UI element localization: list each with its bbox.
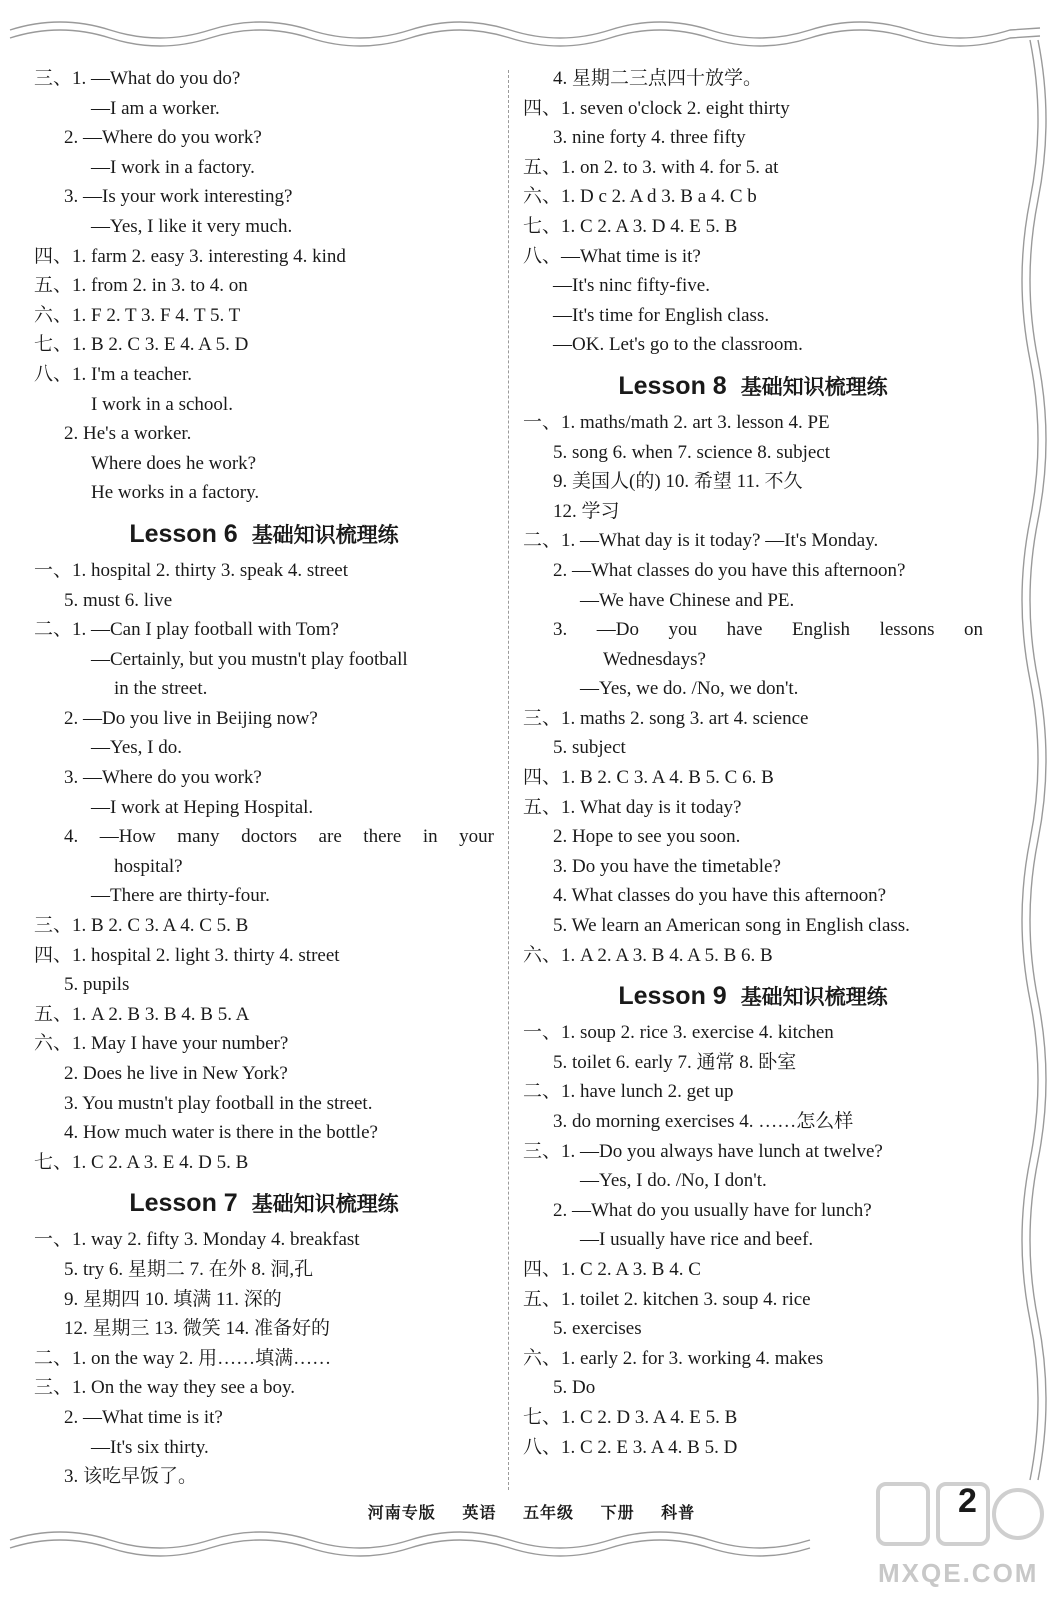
answer-line: 五、1. toilet 2. kitchen 3. soup 4. rice xyxy=(523,1288,811,1310)
lesson-heading xyxy=(34,512,494,556)
answer-line: 5. pupils xyxy=(64,974,130,996)
answer-line: 八、1. I'm a teacher. xyxy=(34,363,193,385)
answer-line: 5. try 6. 星期二 7. 在外 8. 洞,孔 xyxy=(64,1258,314,1280)
answer-line: —Yes, I like it very much. xyxy=(91,215,293,237)
lesson-heading xyxy=(523,974,983,1018)
lesson-heading xyxy=(34,1181,494,1225)
answer-line: —It's six thirty. xyxy=(91,1436,209,1458)
answer-line: 12. 学习 xyxy=(553,500,620,522)
answer-line: 5. exercises xyxy=(553,1318,642,1340)
answer-line: 一、1. hospital 2. thirty 3. speak 4. street xyxy=(34,559,348,581)
left-column xyxy=(34,64,494,1492)
answer-line: 三、1. B 2. C 3. A 4. C 5. B xyxy=(34,915,249,937)
answer-line: —It's time for English class. xyxy=(553,304,770,326)
answer-line: 9. 星期四 10. 填满 11. 深的 xyxy=(64,1288,282,1310)
answer-line: 二、1. —Can I play football with Tom? xyxy=(34,619,339,641)
answer-line: 3. Do you have the timetable? xyxy=(553,855,781,877)
answer-line: 2. —What do you usually have for lunch? xyxy=(553,1199,872,1221)
answer-line: 四、1. seven o'clock 2. eight thirty xyxy=(523,97,790,119)
answer-line: 12. 星期三 13. 微笑 14. 准备好的 xyxy=(64,1318,331,1340)
answer-line: Where does he work? xyxy=(91,452,257,474)
watermark-text: MXQE.COM xyxy=(878,1558,1039,1588)
footer-volume: 下册 xyxy=(600,1503,635,1522)
answer-line: 四、1. B 2. C 3. A 4. B 5. C 6. B xyxy=(523,767,774,789)
answer-line: —OK. Let's go to the classroom. xyxy=(553,334,803,356)
answer-line: 五、1. on 2. to 3. with 4. for 5. at xyxy=(523,156,779,178)
answer-line: He works in a factory. xyxy=(91,482,260,504)
answer-line: 3. You mustn't play football in the street. xyxy=(64,1092,373,1114)
lesson-subtitle: 基础知识梳理练 xyxy=(740,375,888,399)
watermark-logo xyxy=(858,1466,1048,1596)
answer-line: 3. nine forty 4. three fifty xyxy=(553,127,746,149)
footer-region: 河南专版 xyxy=(367,1503,436,1522)
answer-line: —Yes, we do. /No, we don't. xyxy=(580,678,799,700)
answer-line: 八、—What time is it? xyxy=(523,245,701,267)
answer-line: 四、1. hospital 2. light 3. thirty 4. street xyxy=(34,944,340,966)
answer-line: 5. toilet 6. early 7. 通常 8. 卧室 xyxy=(553,1051,797,1073)
answer-line: 六、1. D c 2. A d 3. B a 4. C b xyxy=(523,186,757,208)
lesson-title: Lesson 8 xyxy=(618,371,727,400)
answer-line: 2. Does he live in New York? xyxy=(64,1063,288,1084)
answer-line: 七、1. C 2. A 3. E 4. D 5. B xyxy=(34,1151,249,1173)
answer-line: —It's ninc fifty-five. xyxy=(553,275,710,297)
answer-line: 三、1. —What do you do? xyxy=(34,68,241,89)
answer-line: 2. —What classes do you have this afternoon? xyxy=(553,559,906,581)
answer-line: 五、1. from 2. in 3. to 4. on xyxy=(34,275,248,297)
answer-line: 4. How much water is there in the bottle? xyxy=(64,1122,378,1144)
answer-line: 六、1. A 2. A 3. B 4. A 5. B 6. B xyxy=(523,944,773,966)
answer-line: 5. Do xyxy=(553,1377,596,1399)
lesson-heading xyxy=(523,364,983,408)
answer-line: 五、1. A 2. B 3. B 4. B 5. A xyxy=(34,1003,250,1025)
lesson-title: Lesson 6 xyxy=(129,519,238,548)
lesson-title: Lesson 7 xyxy=(129,1189,238,1218)
answer-line: 5. must 6. live xyxy=(64,589,173,611)
answer-line: 三、1. —Do you always have lunch at twelve? xyxy=(523,1140,883,1162)
footer-subject: 英语 xyxy=(462,1503,497,1522)
lesson-subtitle: 基础知识梳理练 xyxy=(251,1193,399,1217)
answer-line: —I usually have rice and beef. xyxy=(580,1229,814,1251)
answer-line: 六、1. May I have your number? xyxy=(34,1033,289,1055)
answer-line: 3. —Where do you work? xyxy=(64,767,262,789)
answer-line: 四、1. C 2. A 3. B 4. C xyxy=(523,1258,701,1280)
answer-line: 4. —How many doctors are there in your xyxy=(64,826,494,848)
answer-line: hospital? xyxy=(114,855,183,877)
footer-edition: 科普 xyxy=(661,1503,696,1522)
answer-line: 六、1. F 2. T 3. F 4. T 5. T xyxy=(34,304,241,326)
answer-line: —Yes, I do. xyxy=(91,737,182,759)
answer-line: 9. 美国人(的) 10. 希望 11. 不久 xyxy=(553,471,803,493)
answer-line: 5. song 6. when 7. science 8. subject xyxy=(553,441,831,463)
answer-line: 七、1. C 2. A 3. D 4. E 5. B xyxy=(523,215,738,237)
answer-line: 一、1. way 2. fifty 3. Monday 4. breakfast xyxy=(34,1229,360,1251)
answer-line: 5. subject xyxy=(553,737,626,759)
answer-line: 4. 星期二三点四十放学。 xyxy=(553,68,763,89)
answer-line: in the street. xyxy=(114,678,208,700)
answer-line: 2. Hope to see you soon. xyxy=(553,826,741,848)
answer-line: 七、1. B 2. C 3. E 4. A 5. D xyxy=(34,334,249,356)
answer-line: 五、1. What day is it today? xyxy=(523,796,742,818)
answer-line: 二、1. —What day is it today? —It's Monday. xyxy=(523,530,879,552)
answer-line: 一、1. maths/math 2. art 3. lesson 4. PE xyxy=(523,411,830,433)
page-number: 2 xyxy=(958,1482,977,1520)
answer-line: 2. —Do you live in Beijing now? xyxy=(64,707,318,729)
answer-line: —I work at Heping Hospital. xyxy=(91,796,314,818)
answer-line: 3. —Is your work interesting? xyxy=(64,186,293,208)
answer-line: 二、1. on the way 2. 用……填满…… xyxy=(34,1347,332,1369)
lesson-title: Lesson 9 xyxy=(618,982,727,1011)
answer-line: 2. He's a worker. xyxy=(64,423,192,445)
answer-line: 3. —Do you have English lessons on xyxy=(553,619,983,641)
answer-line: Wednesdays? xyxy=(603,648,706,670)
answer-line: 3. do morning exercises 4. ……怎么样 xyxy=(553,1111,854,1132)
answer-line: —Yes, I do. /No, I don't. xyxy=(580,1170,767,1192)
answer-line: I work in a school. xyxy=(91,393,233,415)
answer-line: —I am a worker. xyxy=(91,97,220,119)
right-column xyxy=(523,64,983,1462)
answer-line: 七、1. C 2. D 3. A 4. E 5. B xyxy=(523,1406,738,1428)
footer-grade: 五年级 xyxy=(522,1503,574,1522)
answer-line: —There are thirty-four. xyxy=(91,885,270,907)
answer-line: —Certainly, but you mustn't play football xyxy=(91,648,408,670)
answer-line: 四、1. farm 2. easy 3. interesting 4. kind xyxy=(34,245,346,267)
answer-line: 六、1. early 2. for 3. working 4. makes xyxy=(523,1347,824,1369)
answer-line: 2. —What time is it? xyxy=(64,1406,223,1428)
answer-line: 一、1. soup 2. rice 3. exercise 4. kitchen xyxy=(523,1022,834,1044)
answer-line: 2. —Where do you work? xyxy=(64,127,262,149)
lesson-subtitle: 基础知识梳理练 xyxy=(251,523,399,547)
answer-line: 三、1. maths 2. song 3. art 4. science xyxy=(523,707,809,729)
answer-line: —I work in a factory. xyxy=(91,156,255,178)
answer-line: 3. 该吃早饭了。 xyxy=(64,1466,198,1488)
answer-line: 5. We learn an American song in English class. xyxy=(553,915,910,937)
answer-line: 二、1. have lunch 2. get up xyxy=(523,1081,734,1103)
answer-line: 八、1. C 2. E 3. A 4. B 5. D xyxy=(523,1436,738,1458)
column-divider xyxy=(508,70,509,1490)
answer-line: 三、1. On the way they see a boy. xyxy=(34,1377,296,1399)
answer-line: —We have Chinese and PE. xyxy=(580,589,795,611)
lesson-subtitle: 基础知识梳理练 xyxy=(740,986,888,1010)
answer-line: 4. What classes do you have this afternoon? xyxy=(553,885,887,907)
